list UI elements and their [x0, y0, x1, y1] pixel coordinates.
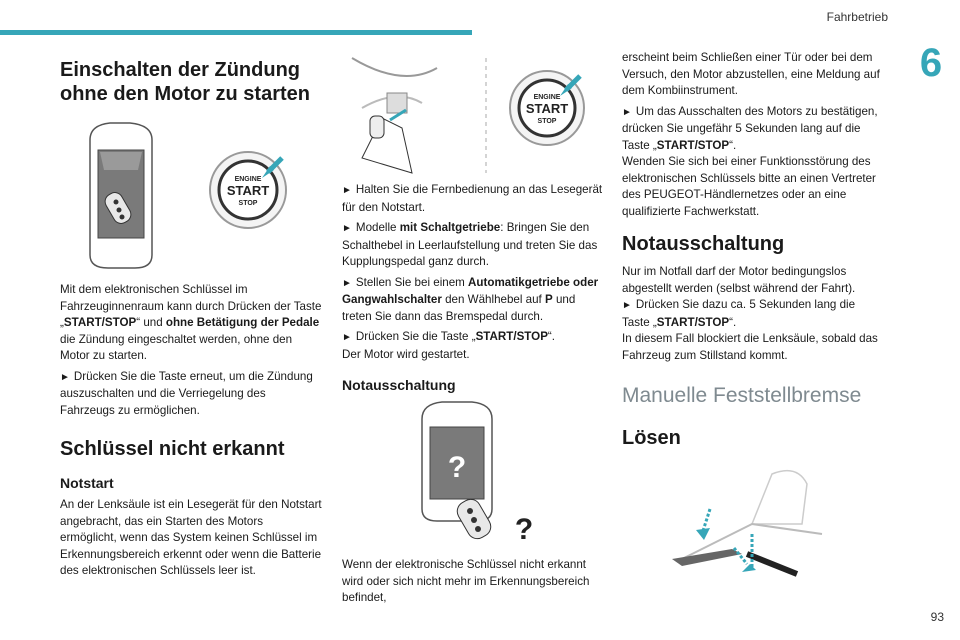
- heading-emergency-shutdown: Notausschaltung: [342, 377, 456, 393]
- heading-key-not-recognized: Schlüssel nicht erkannt: [60, 438, 285, 460]
- arrow-right-icon: ►: [342, 223, 352, 234]
- para-key-not-recognized: Wenn der elektronische Schlüssel nicht erkannt wird oder sich nicht mehr im Erkennungsbereich befindet,: [342, 558, 590, 604]
- engine-label-3: STOP: [238, 200, 258, 207]
- question-mark-icon: ?: [514, 513, 534, 546]
- bullet-ignition-off: ► Drücken Sie die Taste erneut, um die Zündung auszuschalten und die Verriegelung des Fahrzeugs zu ermöglichen.: [60, 369, 313, 417]
- para-emergency-only: Nur im Notfall darf der Motor bedingungslos abgestellt werden (selbst während der Fahrt).: [622, 265, 856, 295]
- engine-label-1: ENGINE: [533, 94, 561, 101]
- page-number: 93: [930, 610, 944, 624]
- column-3: [622, 50, 884, 584]
- illustration-car-key-unknown: [342, 399, 604, 549]
- engine-start-stop-button-icon: [510, 71, 584, 145]
- heading-emergency-start: Notstart: [60, 475, 114, 491]
- heading-release: Lösen: [622, 427, 681, 449]
- para-dealer-contact: Wenden Sie sich bei einer Funktionsstörung des elektronischen Schlüssels bitte an einen Vertreter des PEUGEOT-Händlernetzes oder an eine qualifizierte Fachwerkstatt.: [622, 155, 876, 218]
- para-engine-started: Der Motor wird gestartet.: [342, 347, 470, 361]
- question-mark-icon: ?: [447, 451, 467, 484]
- arrow-right-icon: ►: [622, 300, 632, 311]
- heading-manual-parking-brake: Manuelle Feststellbremse: [622, 384, 862, 407]
- engine-label-2: START: [226, 183, 270, 198]
- arrow-right-icon: ►: [342, 277, 352, 289]
- heading-emergency-shutdown-main: Notausschaltung: [622, 233, 785, 255]
- illustration-parking-brake: [622, 464, 884, 584]
- engine-label-1: ENGINE: [234, 176, 262, 183]
- engine-start-stop-button-icon: [210, 152, 286, 228]
- bullet-manual-gearbox: ► Modelle mit Schaltgetriebe: Bringen Sie den Schalthebel in Leerlaufstellung und treten Sie das Kupplungspedal ganz durch.: [342, 221, 598, 268]
- illustration-key-reader: [342, 48, 604, 176]
- bullet-hold-remote: ► Halten Sie die Fernbedienung an das Lesegerät für den Notstart.: [342, 183, 603, 214]
- bullet-automatic-gearbox: ► Stellen Sie bei einem Automatikgetriebe oder Gangwahlschalter den Wählhebel auf P und treten Sie dann das Bremspedal durch.: [342, 275, 599, 323]
- column-1: [60, 58, 322, 584]
- bullet-confirm-shutdown: ► Um das Ausschalten des Motors zu bestätigen, drücken Sie ungefähr 5 Sekunden lang auf die Taste „START/STOP“.: [622, 104, 878, 152]
- illustration-car-key-inside: [60, 120, 322, 270]
- bullet-press-start: ► Drücken Sie die Taste „START/STOP“.: [342, 330, 556, 343]
- para-ignition: Mit dem elektronischen Schlüssel im Fahrzeuginnenraum kann durch Drücken der Taste „START/STOP“ und ohne Betätigung der Pedale die Zündung eingeschaltet werden, ohne den Motor zu starten.: [60, 283, 322, 362]
- section-title: Fahrbetrieb: [826, 10, 888, 24]
- engine-label-2: START: [525, 101, 569, 116]
- arrow-right-icon: ►: [342, 332, 352, 343]
- column-2: [342, 48, 604, 611]
- para-steering-lock: In diesem Fall blockiert die Lenksäule, sobald das Fahrzeug zum Stillstand kommt.: [622, 332, 878, 362]
- para-emergency-start: An der Lenksäule ist ein Lesegerät für den Notstart angebracht, das ein Starten des Motors ermöglicht, wenn das System keinen Schlüssel im Erkennungsbereich erkennt oder wenn die Batterie des elektronischen Schlüssels leer ist.: [60, 498, 322, 577]
- bullet-press-5-seconds: ► Drücken Sie dazu ca. 5 Sekunden lang die Taste „START/STOP“.: [622, 298, 856, 329]
- header-accent-bar: [0, 30, 472, 35]
- heading-ignition-without-engine: Einschalten der Zündung ohne den Motor zu starten: [60, 59, 310, 105]
- para-message-display: erscheint beim Schließen einer Tür oder bei dem Versuch, den Motor abzustellen, eine Meldung auf dem Kombiinstrument.: [622, 51, 880, 97]
- arrow-right-icon: ►: [342, 185, 352, 196]
- engine-label-3: STOP: [537, 118, 557, 125]
- arrow-right-icon: ►: [622, 106, 632, 118]
- arrow-right-icon: ►: [60, 371, 70, 383]
- chapter-number: 6: [902, 32, 960, 94]
